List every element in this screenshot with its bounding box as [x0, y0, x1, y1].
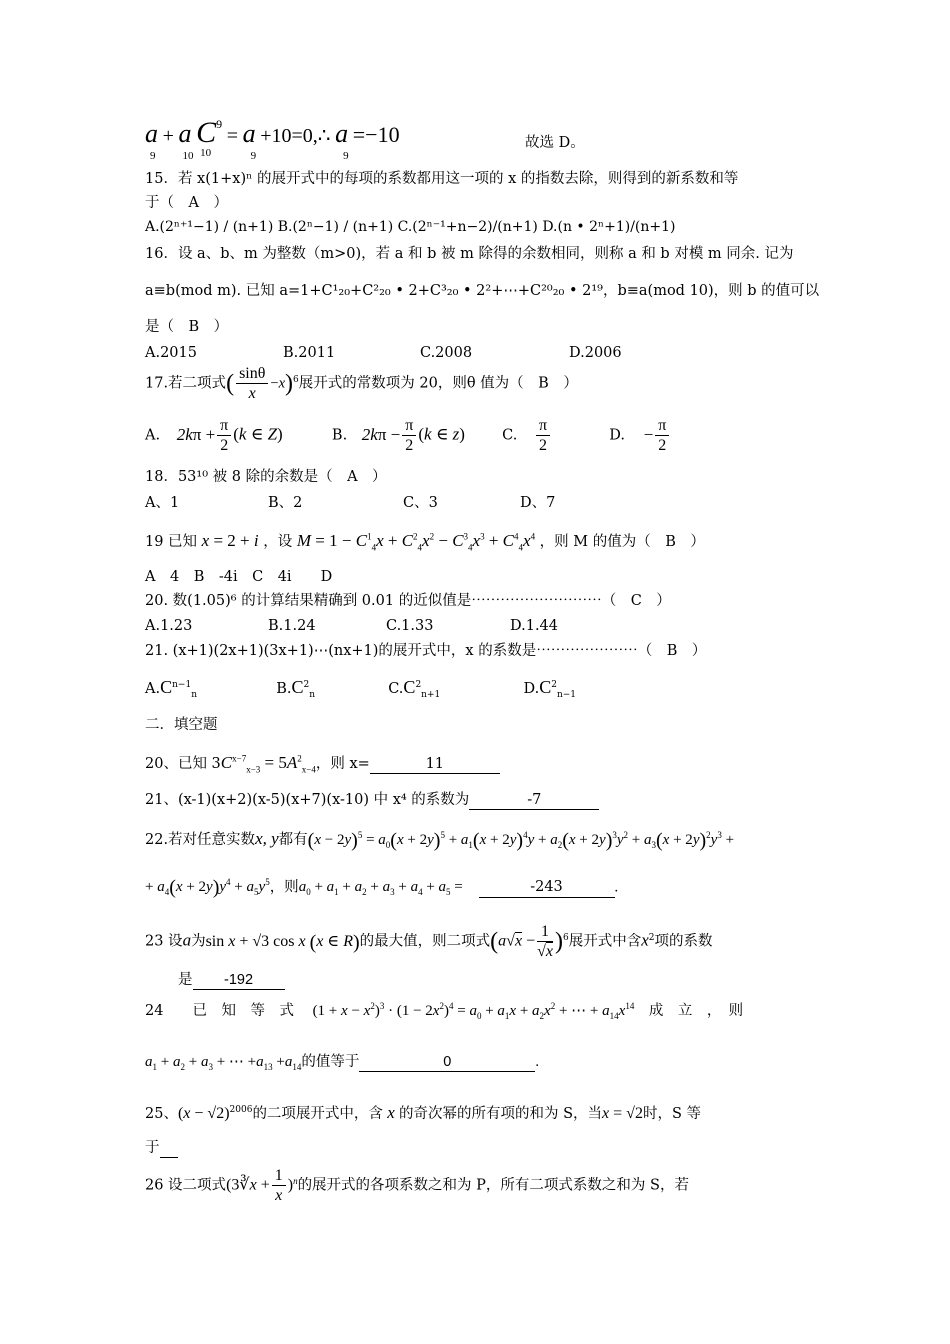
- f21-line: [145, 792, 599, 810]
- q21-opt-a-label: A.: [145, 681, 161, 697]
- q20-opt-b: B.1.24: [268, 618, 316, 634]
- q19-mid: ，设: [263, 534, 293, 550]
- f25-line1: 25、$(x - √2)^{2006}$的二项展开式中，含 x 的奇次幂的所有项的和为 S，当x = √2时，S 等: [145, 1103, 701, 1122]
- f25-a: 25、: [145, 1106, 178, 1122]
- q16-opt-c: C.2008: [420, 345, 473, 361]
- q15-cont: 于（ A ）: [145, 195, 228, 211]
- q20-text: 20. 数(1.05)⁶ 的计算结果精确到 0.01 的近似值是⋯⋯⋯⋯⋯⋯⋯⋯⋯（ C ）: [145, 593, 671, 609]
- q18-opt-d: D、7: [520, 495, 556, 511]
- section-fill-in: 二．填空题: [145, 717, 218, 733]
- top-conclusion: 故选 D。: [525, 135, 585, 151]
- f23-b: 为: [191, 933, 206, 950]
- f20-line: 20、已知 $3C^{x-7}_{x-3} = 5A^2_{x-4}$，则 x= 11: [145, 754, 500, 774]
- f22-answer: -243: [479, 879, 615, 897]
- q21-opt-d-label: D.: [523, 681, 540, 697]
- f23-line1: 23 设a为sin x + √3 cos x (x ∈ R)的最大值，则二项式(a√x − $\frac{1}{√x}$ )$^6$展开式中含$x^2$项的系数: [145, 923, 713, 961]
- f24-line1: 24 已 知 等 式 $(1 + x - x^2)^3 \cdot (1 - 2x^2)^4 = a_0 + a_1x + a_2x^2$ + ⋯ + $a_{14}x^{14}$ 成 立 ， 则: [145, 1001, 744, 1021]
- q16-opt-d: D.2006: [569, 345, 622, 361]
- q21-text: 21. (x+1)(2x+1)(3x+1)⋯(nx+1)的展开式中，x 的系数是⋯⋯⋯⋯⋯⋯⋯（ B ）: [145, 643, 707, 659]
- q17-options: A. 2kπ + $\frac{\pi}{2}$ (k ∈ Z) B. 2kπ − $\frac{\pi}{2}$ (k ∈ z) C. $\frac{\pi}{2}$ D. − $\frac{\pi}{2}$: [145, 416, 671, 455]
- f20-prefix: 20、已知 3: [145, 756, 221, 772]
- formula-c10: $C^9$ 10: [196, 116, 223, 159]
- q18-text: 18．53¹⁰ 被 8 除的余数是（ A ）: [145, 469, 387, 485]
- q16-line3: 是（ B ）: [145, 319, 229, 335]
- formula-a10: a 10: [178, 119, 194, 162]
- f23-c: 的最大值，则二项式: [359, 933, 491, 950]
- f20-answer: 11: [370, 756, 500, 774]
- f21-text: 21、(x-1)(x+2)(x-5)(x+7)(x-10) 中 x⁴ 的系数为: [145, 792, 470, 808]
- f23-d: 展开式中含: [568, 933, 642, 950]
- f23-line2-text: 是: [178, 972, 193, 988]
- f25-blank: [160, 1140, 178, 1158]
- q17-suffix: 展开式的常数项为 20，则θ 值为（ B ）: [298, 375, 578, 392]
- f24-a: 24 已 知 等 式: [145, 1003, 294, 1019]
- f22-xy: x, y: [255, 829, 279, 848]
- f21-answer: -7: [469, 792, 599, 810]
- q17-opt-d-label: D.: [609, 427, 625, 444]
- f23-e: 项的系数: [654, 933, 713, 950]
- q17-opt-b-label: B.: [331, 427, 348, 444]
- q21-opt-b-label: B.: [276, 681, 292, 697]
- q16-opt-b: B.2011: [283, 345, 336, 361]
- q17-opt-a-label: A.: [145, 427, 161, 444]
- formula-a9: a 9: [145, 119, 158, 162]
- q18-opt-c: C、3: [403, 495, 438, 511]
- f24-b: 成 立 ， 则: [648, 1003, 744, 1019]
- q15-text: 15．若 x(1+x)ⁿ 的展开式中的每项的系数都用这一项的 x 的指数去除，则得到的新系数和等: [145, 171, 739, 187]
- f24-line2: $a_1 + a_2 + a_3$ + ⋯ $+a_{13} +a_{14}$的值等于 0 .: [145, 1054, 539, 1072]
- q19-line: 19 已知 x = 2 + i ，设 $M = 1 - C^1_4x + C^2_4x^2 - C^3_4x^3 + C^4_4x^4$ ，则 M 的值为（ B ）: [145, 531, 705, 553]
- q20-opt-d: D.1.44: [510, 618, 559, 634]
- f25-b: 的二项展开式中，含: [252, 1106, 383, 1122]
- q17-prefix: 17.若二项式: [145, 375, 227, 392]
- q17-line: 17.若二项式( $\frac{\sin\theta}{x}$ −x)$^6$展开式的常数项为 20，则θ 值为（ B ）: [145, 365, 578, 403]
- q19-options: A 4 B -4i C 4i D: [145, 569, 333, 585]
- f26-prefix: 26 设二项式: [145, 1177, 227, 1194]
- f25-c: 的奇次幂的所有项的和为 S，当: [398, 1106, 603, 1122]
- f20-mid: ，则 x=: [315, 756, 370, 772]
- q18-opt-b: B、2: [268, 495, 303, 511]
- top-formula: a 9 + a 10 $C^9$ 10 = a 9 +10=0,∴ a 9 =−10: [145, 116, 400, 162]
- q16-opt-a: A.2015: [145, 345, 197, 361]
- f25-line2: [145, 1140, 178, 1158]
- f24-answer: 0: [359, 1054, 535, 1072]
- f22-line2-mid: ，则: [269, 879, 299, 896]
- f22-mid: 都有: [278, 832, 308, 848]
- f26-line: 26 设二项式(3∛x + $\frac{1}{x}$ )$^n$的展开式的各项系数之和为 P，所有二项式系数之和为 S，若: [145, 1167, 689, 1205]
- q21-options: $A.C^{n-1}_n$ $B.C^2_n$ $C.C^2_{n+1}$ $D.C^2_{n-1}$: [145, 677, 577, 700]
- q20-opt-a: A.1.23: [145, 618, 193, 634]
- f26-suffix: 的展开式的各项系数之和为 P，所有二项式系数之和为 S，若: [297, 1177, 689, 1194]
- q17-opt-c-label: C.: [502, 427, 518, 444]
- formula-a9-b: a 9: [242, 119, 257, 162]
- f23-line2: [178, 972, 285, 990]
- q18-opt-a: A、1: [145, 495, 180, 511]
- f25-d: 时，S 等: [642, 1106, 701, 1122]
- f22-line2: + $a_4(x + 2y)y^4 + a_5y^5$，则$a_0 + a_1 + a_2 + a_3 + a_4 + a_5 = -243$ .: [145, 877, 619, 899]
- q19-suffix: ，则 M 的值为（ B ）: [539, 534, 705, 550]
- q16-line1: 16．设 a、b、m 为整数（m>0)，若 a 和 b 被 m 除得的余数相同，则称 a 和 b 对模 m 同余. 记为: [145, 246, 794, 262]
- f22-line1: 22.若对任意实数x, y都有$(x - 2y)^5 = a_0(x + 2y)^5 + a_1(x + 2y)^4y + a_2(x + 2y)^3y^2 + a_3(x + 2y)^2y^3$ +: [145, 829, 735, 852]
- formula-a9-c: a 9: [335, 119, 349, 162]
- f22-prefix: 22.若对任意实数: [145, 832, 256, 848]
- q20-opt-c: C.1.33: [386, 618, 434, 634]
- f23-a: 23 设: [145, 933, 183, 950]
- f24-suffix: 的值等于: [301, 1054, 360, 1070]
- q17-fraction: $\frac{\sin\theta}{x}$: [236, 364, 268, 403]
- f25-line2-text: 于: [145, 1140, 160, 1156]
- f23-answer: -192: [193, 972, 285, 990]
- q19-prefix: 19 已知: [145, 534, 198, 550]
- q16-line2: a≡b(mod m). 已知 a=1+C¹₂₀+C²₂₀ • 2+C³₂₀ • 2²+⋯+C²⁰₂₀ • 2¹⁹，b≡a(mod 10)，则 b 的值可以: [145, 283, 820, 299]
- q15-options: A.(2ⁿ⁺¹−1) / (n+1) B.(2ⁿ−1) / (n+1) C.(2ⁿ⁻¹+n−2)/(n+1) D.(n • 2ⁿ+1)/(n+1): [145, 219, 676, 235]
- q21-opt-c-label: C.: [388, 681, 404, 697]
